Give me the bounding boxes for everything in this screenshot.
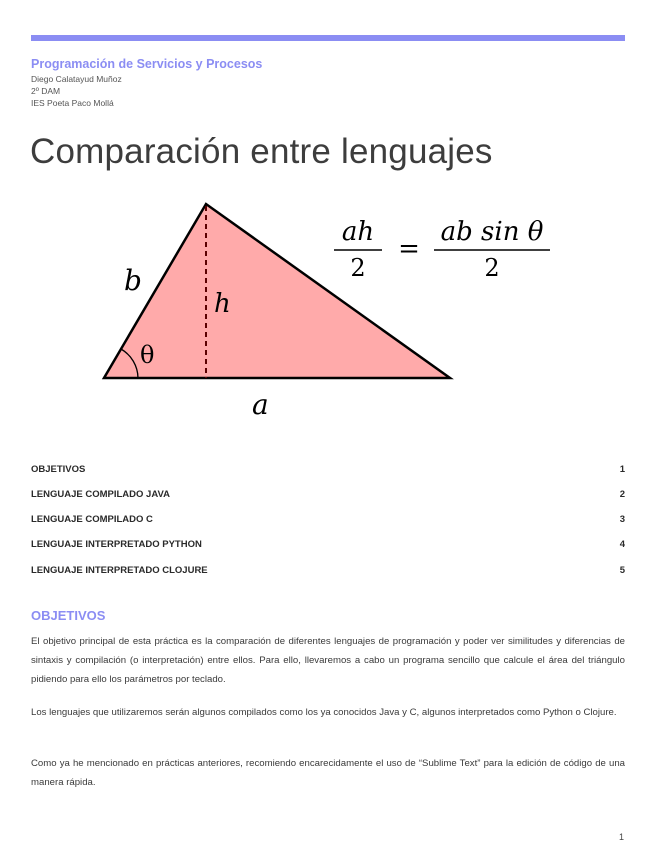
theta-label: θ xyxy=(140,341,155,369)
course-title: Programación de Servicios y Procesos xyxy=(31,57,263,71)
course-year: 2º DAM xyxy=(31,86,61,96)
header-accent-bar xyxy=(31,35,625,41)
paragraph-intro: El objetivo principal de esta práctica es la comparación de diferentes lenguajes de programación y poder ver similitudes y diferencias de sintaxis y compilación (o interpretación) entre ellos. Para ello, llevaremos a cabo un programa sencillo que calcule el área del triángulo pidiendo para ello los parámetros por teclado. xyxy=(31,636,625,685)
toc-label: LENGUAJE COMPILADO C xyxy=(31,514,153,525)
toc-page: 1 xyxy=(619,464,625,475)
side-b-label: b xyxy=(124,264,142,297)
formula-left-numerator: ah xyxy=(341,217,375,247)
page-title: Comparación entre lenguajes xyxy=(30,132,493,171)
formula-left-denominator: 2 xyxy=(350,254,366,282)
toc-label: LENGUAJE INTERPRETADO PYTHON xyxy=(31,539,202,550)
triangle-shape xyxy=(104,204,450,378)
height-h-label: h xyxy=(214,289,231,319)
page-number: 1 xyxy=(618,832,624,842)
toc-page: 5 xyxy=(619,565,625,576)
toc-page: 2 xyxy=(619,489,625,500)
toc-page: 4 xyxy=(619,539,625,550)
author-name: Diego Calatayud Muñoz xyxy=(31,74,122,84)
toc-label: LENGUAJE INTERPRETADO CLOJURE xyxy=(31,565,208,576)
formula-right-numerator: ab sin θ xyxy=(440,217,544,247)
paragraph-languages: Los lenguajes que utilizaremos serán algunos compilados como los ya conocidos Java y C, algunos interpretados como Python o Clojure. xyxy=(31,707,617,718)
toc-label: LENGUAJE COMPILADO JAVA xyxy=(31,489,170,500)
toc-page: 3 xyxy=(619,514,625,525)
formula-equals: = xyxy=(398,234,420,264)
school-name: IES Poeta Paco Mollá xyxy=(31,98,114,108)
triangle-area-figure xyxy=(90,196,570,426)
paragraph-editor: Como ya he mencionado en prácticas anteriores, recomiendo encarecidamente el uso de “Sublime Text” para la edición de código de una manera rápida. xyxy=(31,758,625,788)
side-a-label: a xyxy=(252,388,269,421)
formula-right-denominator: 2 xyxy=(484,254,500,282)
area-formula xyxy=(334,217,550,282)
toc-label: OBJETIVOS xyxy=(31,464,86,475)
section-heading: OBJETIVOS xyxy=(31,608,106,623)
